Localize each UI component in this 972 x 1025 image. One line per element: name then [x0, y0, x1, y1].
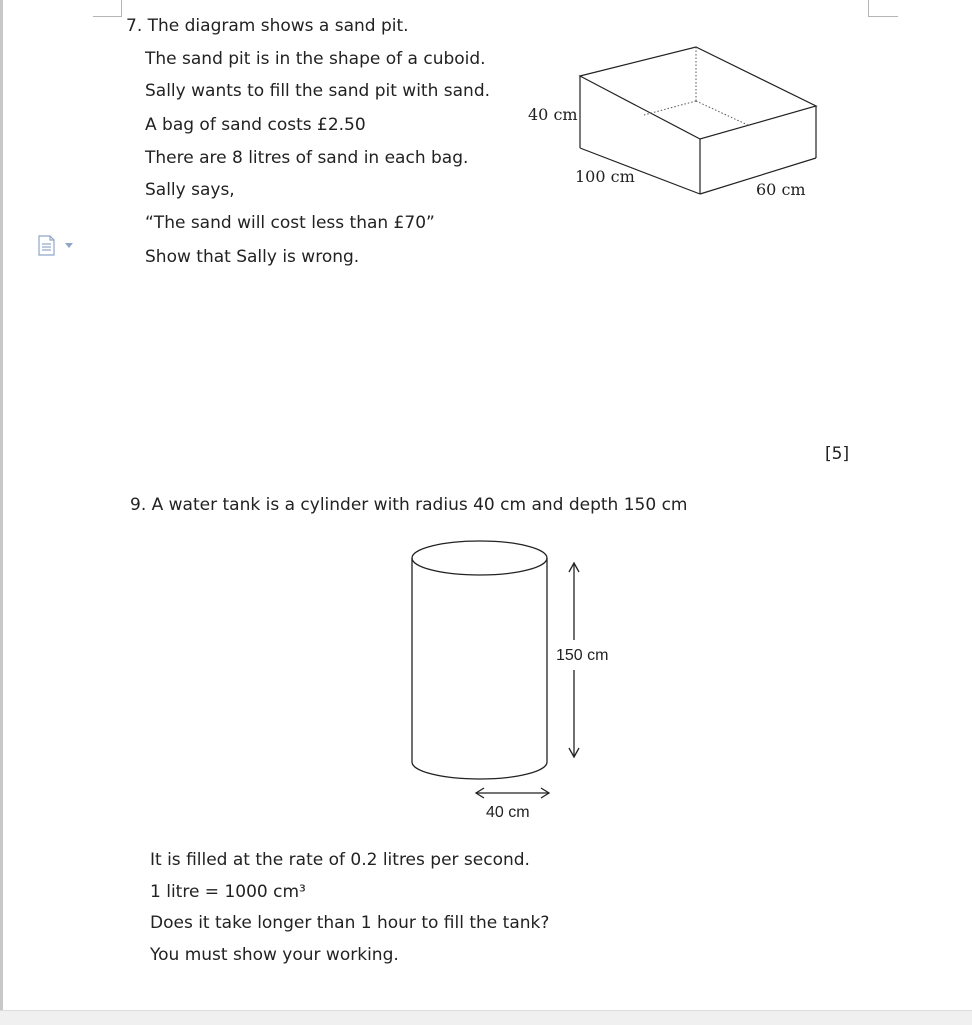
- cuboid-top-outline: [580, 47, 816, 139]
- question-7-line: A bag of sand costs £2.50: [145, 115, 366, 135]
- page-left-edge: [0, 0, 3, 1010]
- cuboid-hidden-right: [696, 101, 750, 126]
- question-7-heading: 7. The diagram shows a sand pit.: [126, 16, 409, 36]
- question-9-line: 1 litre = 1000 cm³: [150, 882, 306, 902]
- question-7-line: Sally says,: [145, 180, 235, 200]
- question-9-line: Does it take longer than 1 hour to fill the tank?: [150, 913, 550, 933]
- chevron-down-icon[interactable]: [65, 243, 73, 248]
- cuboid-width-label: 60 cm: [756, 180, 806, 199]
- question-7-line: “The sand will cost less than £70”: [145, 213, 435, 233]
- question-7-line: The sand pit is in the shape of a cuboid.: [145, 49, 486, 69]
- question-7-line: Sally wants to fill the sand pit with sand.: [145, 81, 491, 101]
- question-7-line: There are 8 litres of sand in each bag.: [145, 148, 469, 168]
- cylinder-bottom-arc: [412, 762, 547, 779]
- document-icon[interactable]: [37, 235, 77, 257]
- cuboid-length-label: 100 cm: [575, 167, 635, 186]
- question-9-heading: 9. A water tank is a cylinder with radius 40 cm and depth 150 cm: [130, 495, 688, 515]
- question-9-line: You must show your working.: [150, 945, 399, 965]
- question-9-line: It is filled at the rate of 0.2 litres per second.: [150, 850, 530, 870]
- cylinder-top-ellipse: [412, 541, 547, 575]
- cuboid-hidden-left: [644, 101, 696, 115]
- status-bar: [0, 1010, 972, 1025]
- cylinder-height-label: 150 cm: [556, 647, 609, 664]
- cylinder-diagram: [400, 530, 640, 830]
- cuboid-diagram: [520, 40, 830, 205]
- crop-mark-top-right: [868, 0, 898, 17]
- crop-mark-top-left: [93, 0, 122, 17]
- cuboid-height-label: 40 cm: [528, 105, 578, 124]
- question-7-marks: [5]: [825, 444, 850, 464]
- question-7-line: Show that Sally is wrong.: [145, 247, 360, 267]
- cylinder-radius-label: 40 cm: [486, 804, 530, 821]
